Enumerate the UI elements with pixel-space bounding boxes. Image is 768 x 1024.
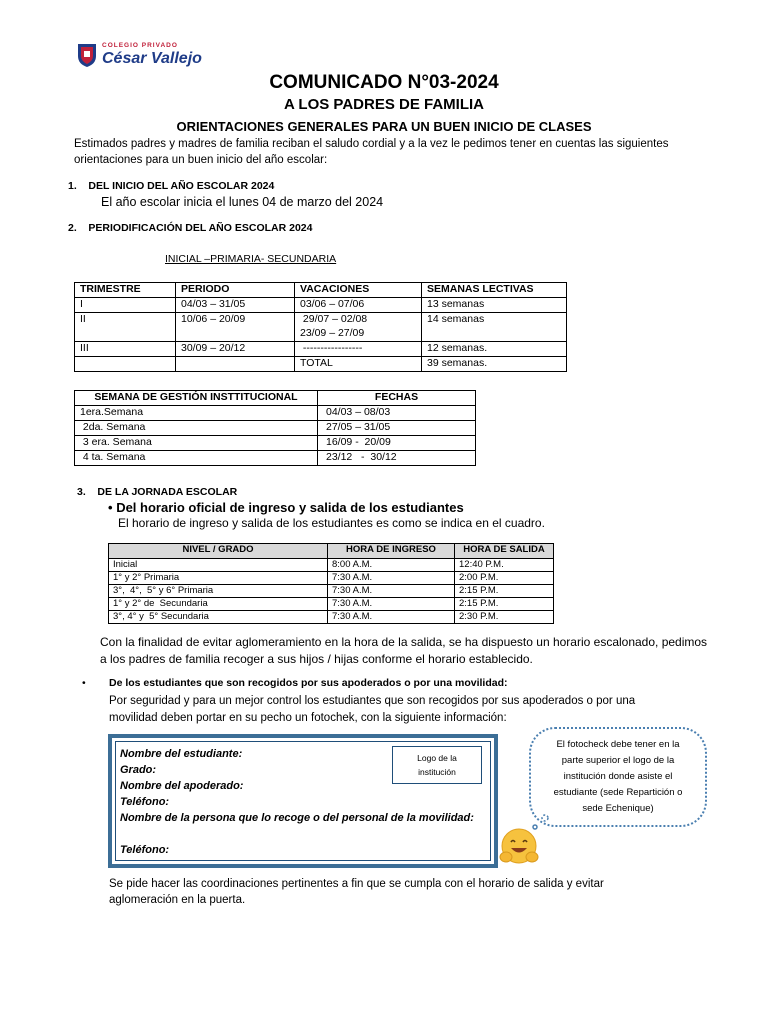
intro-line-2: orientaciones para un buen inicio del año escolar: [74, 154, 328, 166]
table-row [109, 559, 554, 572]
table-cell: ----------------- [295, 342, 422, 357]
card-logo-placeholder [392, 746, 482, 784]
table-row [75, 342, 567, 357]
logo-top-text: COLEGIO PRIVADO [102, 42, 178, 49]
table-cell: 2:30 P.M. [455, 611, 554, 624]
table-cell: 7:30 A.M. [328, 611, 455, 624]
bubble-line: estudiante (sede Repartición o [553, 787, 683, 798]
page-subtitle: A LOS PADRES DE FAMILIA [283, 96, 484, 113]
table-cell: 3°, 4°, 5° y 6° Primaria [109, 585, 328, 598]
table-row [75, 313, 567, 328]
bullet-text: El horario de ingreso y salida de los estudiantes es como se indica en el cuadro. [118, 516, 545, 530]
section-3-title: 3. DE LA JORNADA ESCOLAR [77, 486, 238, 498]
table-cell: 27/05 – 31/05 [318, 421, 476, 436]
bullet-horario [108, 500, 464, 515]
closing-line-2: aglomeración en la puerta. [109, 894, 246, 906]
table-header-row [75, 283, 567, 298]
table-header: PERIODO [176, 283, 295, 298]
section-2-subtitle: INICIAL –PRIMARIA- SECUNDARIA [165, 253, 337, 265]
table-cell: 23/12 - 30/12 [318, 451, 476, 466]
table-cell: 12 semanas. [422, 342, 567, 357]
table-cell: 39 semanas. [422, 357, 567, 372]
card-field-pickup-person: Nombre de la persona que lo recoge o del personal de la movilidad: [120, 812, 474, 824]
table-row [109, 585, 554, 598]
table-row [109, 611, 554, 624]
table-cell: III [75, 342, 176, 357]
table-row [75, 357, 567, 372]
table-cell: 23/09 – 27/09 [295, 327, 422, 342]
shield-icon [76, 42, 98, 68]
movilidad-title: De los estudiantes que son recogidos por sus apoderados o por una movilidad: [109, 677, 508, 689]
table-row [75, 298, 567, 313]
bubble-line: institución donde asiste el [563, 771, 673, 782]
table-cell: 3°, 4° y 5° Secundaria [109, 611, 328, 624]
table-header: VACACIONES [295, 283, 422, 298]
table-row [75, 436, 476, 451]
card-field-student: Nombre del estudiante: [120, 748, 243, 760]
card-logo-label-2: institución [418, 767, 456, 777]
table-cell: 16/09 - 20/09 [318, 436, 476, 451]
table-row [75, 421, 476, 436]
table-header: NIVEL / GRADO [109, 544, 328, 559]
movilidad-line-2: movilidad deben portar en su pecho un fotochek, con la siguiente información: [109, 712, 507, 724]
table-header: HORA DE INGRESO [328, 544, 455, 559]
bullet-title: Del horario oficial de ingreso y salida de los estudiantes [116, 500, 464, 515]
table-cell: 7:30 A.M. [328, 585, 455, 598]
bubble-line: El fotocheck debe tener en la [556, 739, 680, 750]
table-cell: 8:00 A.M. [328, 559, 455, 572]
table-cell [75, 357, 176, 372]
movilidad-line-1: Por seguridad y para un mejor control los estudiantes que son recogidos por sus apoderados o por una [109, 695, 636, 707]
table-header: HORA DE SALIDA [455, 544, 554, 559]
card-field-grade: Grado: [120, 764, 157, 776]
page-title: COMUNICADO N°03-2024 [269, 72, 499, 93]
table-header-row [109, 544, 554, 559]
horario-table [108, 543, 554, 624]
table-cell: 1era.Semana [75, 406, 318, 421]
table-row [109, 572, 554, 585]
table-header: TRIMESTRE [75, 283, 176, 298]
table-row [109, 598, 554, 611]
table-cell: 14 semanas [422, 313, 567, 342]
logo-name: César Vallejo [102, 50, 202, 67]
table-header: SEMANAS LECTIVAS [422, 283, 567, 298]
escalonado-line-1: Con la finalidad de evitar aglomeramiento en la hora de la salida, se ha dispuesto un horario escalonado, pedimos [100, 635, 708, 649]
section-1-title: 1. DEL INICIO DEL AÑO ESCOLAR 2024 [68, 180, 275, 192]
table-cell: 7:30 A.M. [328, 572, 455, 585]
page-heading: ORIENTACIONES GENERALES PARA UN BUEN INICIO DE CLASES [176, 119, 592, 134]
smiley-hug-icon [498, 827, 540, 867]
card-field-guardian: Nombre del apoderado: [120, 780, 244, 792]
table-cell: 2:15 P.M. [455, 585, 554, 598]
table-cell: 2da. Semana [75, 421, 318, 436]
speech-bubble [529, 727, 707, 827]
table-cell: 1° y 2° de Secundaria [109, 598, 328, 611]
table-cell: 7:30 A.M. [328, 598, 455, 611]
table-cell [176, 357, 295, 372]
card-field-phone: Teléfono: [120, 796, 170, 808]
table-cell: 3 era. Semana [75, 436, 318, 451]
table-cell: Inicial [109, 559, 328, 572]
closing-line-1: Se pide hacer las coordinaciones pertinentes a fin que se cumpla con el horario de salida y evitar [109, 878, 604, 890]
intro-line-1: Estimados padres y madres de familia reciban el saludo cordial y a la vez le pedimos tener en cuentas las siguientes [74, 138, 669, 150]
table-cell: I [75, 298, 176, 313]
table-cell: II [75, 313, 176, 342]
table-header-row [75, 391, 476, 406]
table-cell: 04/03 – 31/05 [176, 298, 295, 313]
escalonado-line-2: a los padres de familia recoger a sus hijos / hijas conforme el horario establecido. [100, 652, 533, 666]
table-cell: 4 ta. Semana [75, 451, 318, 466]
table-cell: 29/07 – 02/08 [295, 313, 422, 328]
table-cell: 2:00 P.M. [455, 572, 554, 585]
table-header: SEMANA DE GESTIÓN INSTTITUCIONAL [75, 391, 318, 406]
section-2-title: 2. PERIODIFICACIÓN DEL AÑO ESCOLAR 2024 [68, 222, 313, 234]
gestion-table [74, 390, 476, 466]
school-logo [76, 40, 216, 72]
table-row [75, 451, 476, 466]
bubble-line: parte superior el logo de la [561, 755, 675, 766]
table-cell: TOTAL [295, 357, 422, 372]
table-row [75, 406, 476, 421]
movilidad-bullet-icon: • [82, 677, 86, 689]
table-cell: 13 semanas [422, 298, 567, 313]
table-cell: 1° y 2° Primaria [109, 572, 328, 585]
trimestres-table [74, 282, 567, 372]
table-cell: 12:40 P.M. [455, 559, 554, 572]
table-header: FECHAS [318, 391, 476, 406]
bullet-icon: • [108, 500, 113, 515]
table-cell: 10/06 – 20/09 [176, 313, 295, 342]
card-logo-label-1: Logo de la [417, 753, 457, 763]
bubble-line: sede Echenique) [582, 803, 654, 814]
table-cell: 04/03 – 08/03 [318, 406, 476, 421]
table-cell: 03/06 – 07/06 [295, 298, 422, 313]
table-cell: 30/09 – 20/12 [176, 342, 295, 357]
card-field-phone-2: Teléfono: [120, 844, 170, 856]
fotocheck-card [108, 734, 498, 868]
table-cell: 2:15 P.M. [455, 598, 554, 611]
section-1-text: El año escolar inicia el lunes 04 de marzo del 2024 [101, 195, 384, 209]
